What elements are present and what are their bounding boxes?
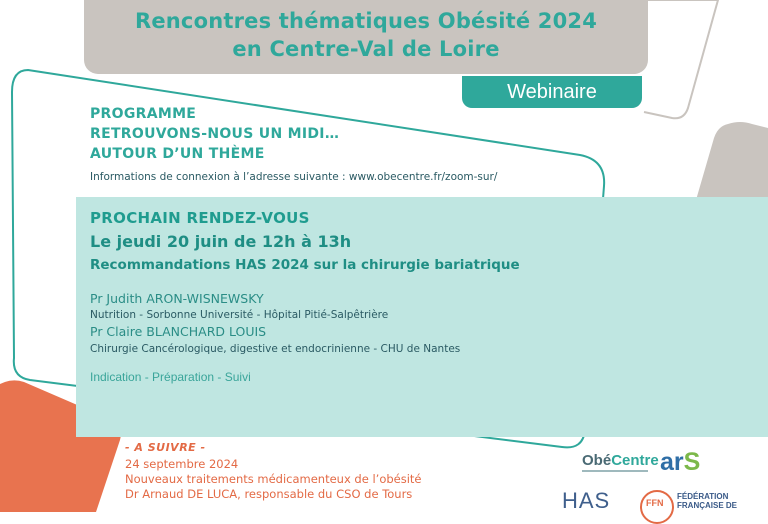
ars-logo-part1: ar: [660, 448, 684, 476]
header-banner: [84, 0, 648, 74]
upcoming-topic: Nouveaux traitements médicamenteux de l’obésité: [125, 472, 422, 486]
programme-subheading-1: RETROUVONS-NOUS UN MIDI…: [90, 126, 340, 142]
obecentre-logo-underline: [582, 470, 648, 472]
federation-logo-line2: FRANÇAISE DE: [677, 501, 738, 510]
has-logo: HAS: [562, 488, 611, 513]
speaker-1-affiliation: Nutrition - Sorbonne Université - Hôpital Pitié-Salpêtrière: [90, 309, 389, 321]
webinaire-badge: Webinaire: [462, 76, 642, 108]
speaker-2-name: Pr Claire BLANCHARD LOUIS: [90, 324, 267, 339]
programme-subheading-2: AUTOUR D’UN THÈME: [90, 146, 265, 162]
header-title-line1: Rencontres thématiques Obésité 2024: [134, 9, 598, 33]
header-title-line2: en Centre-Val de Loire: [232, 37, 500, 61]
federation-logo-line1: FÉDÉRATION: [677, 492, 729, 501]
ars-logo: [660, 448, 700, 477]
programme-heading: PROGRAMME: [90, 106, 197, 122]
ars-logo-part2: S: [683, 448, 701, 476]
connexion-info: Informations de connexion à l’adresse suivante : www.obecentre.fr/zoom-sur/: [90, 171, 498, 183]
meeting-themes: Indication - Préparation - Suivi: [90, 370, 251, 384]
upcoming-label: - A SUIVRE -: [125, 441, 206, 454]
next-meeting-title: PROCHAIN RENDEZ-VOUS: [90, 209, 310, 227]
speaker-1-name: Pr Judith ARON-WISNEWSKY: [90, 291, 264, 306]
upcoming-date: 24 septembre 2024: [125, 457, 239, 471]
speaker-2-affiliation: Chirurgie Cancérologique, digestive et endocrinienne - CHU de Nantes: [90, 343, 461, 355]
next-meeting-topic: Recommandations HAS 2024 sur la chirurgie bariatrique: [90, 257, 520, 273]
next-meeting-date: Le jeudi 20 juin de 12h à 13h: [90, 232, 352, 251]
obecentre-logo: [582, 452, 659, 469]
ffn-logo-text: FFN: [646, 498, 664, 508]
obecentre-logo-part2: Centre: [611, 452, 659, 469]
upcoming-speaker: Dr Arnaud DE LUCA, responsable du CSO de Tours: [125, 487, 413, 501]
federation-logo: [677, 492, 737, 510]
grey-outline-frame: [640, 0, 718, 118]
obecentre-logo-part1: Obé: [582, 452, 612, 469]
